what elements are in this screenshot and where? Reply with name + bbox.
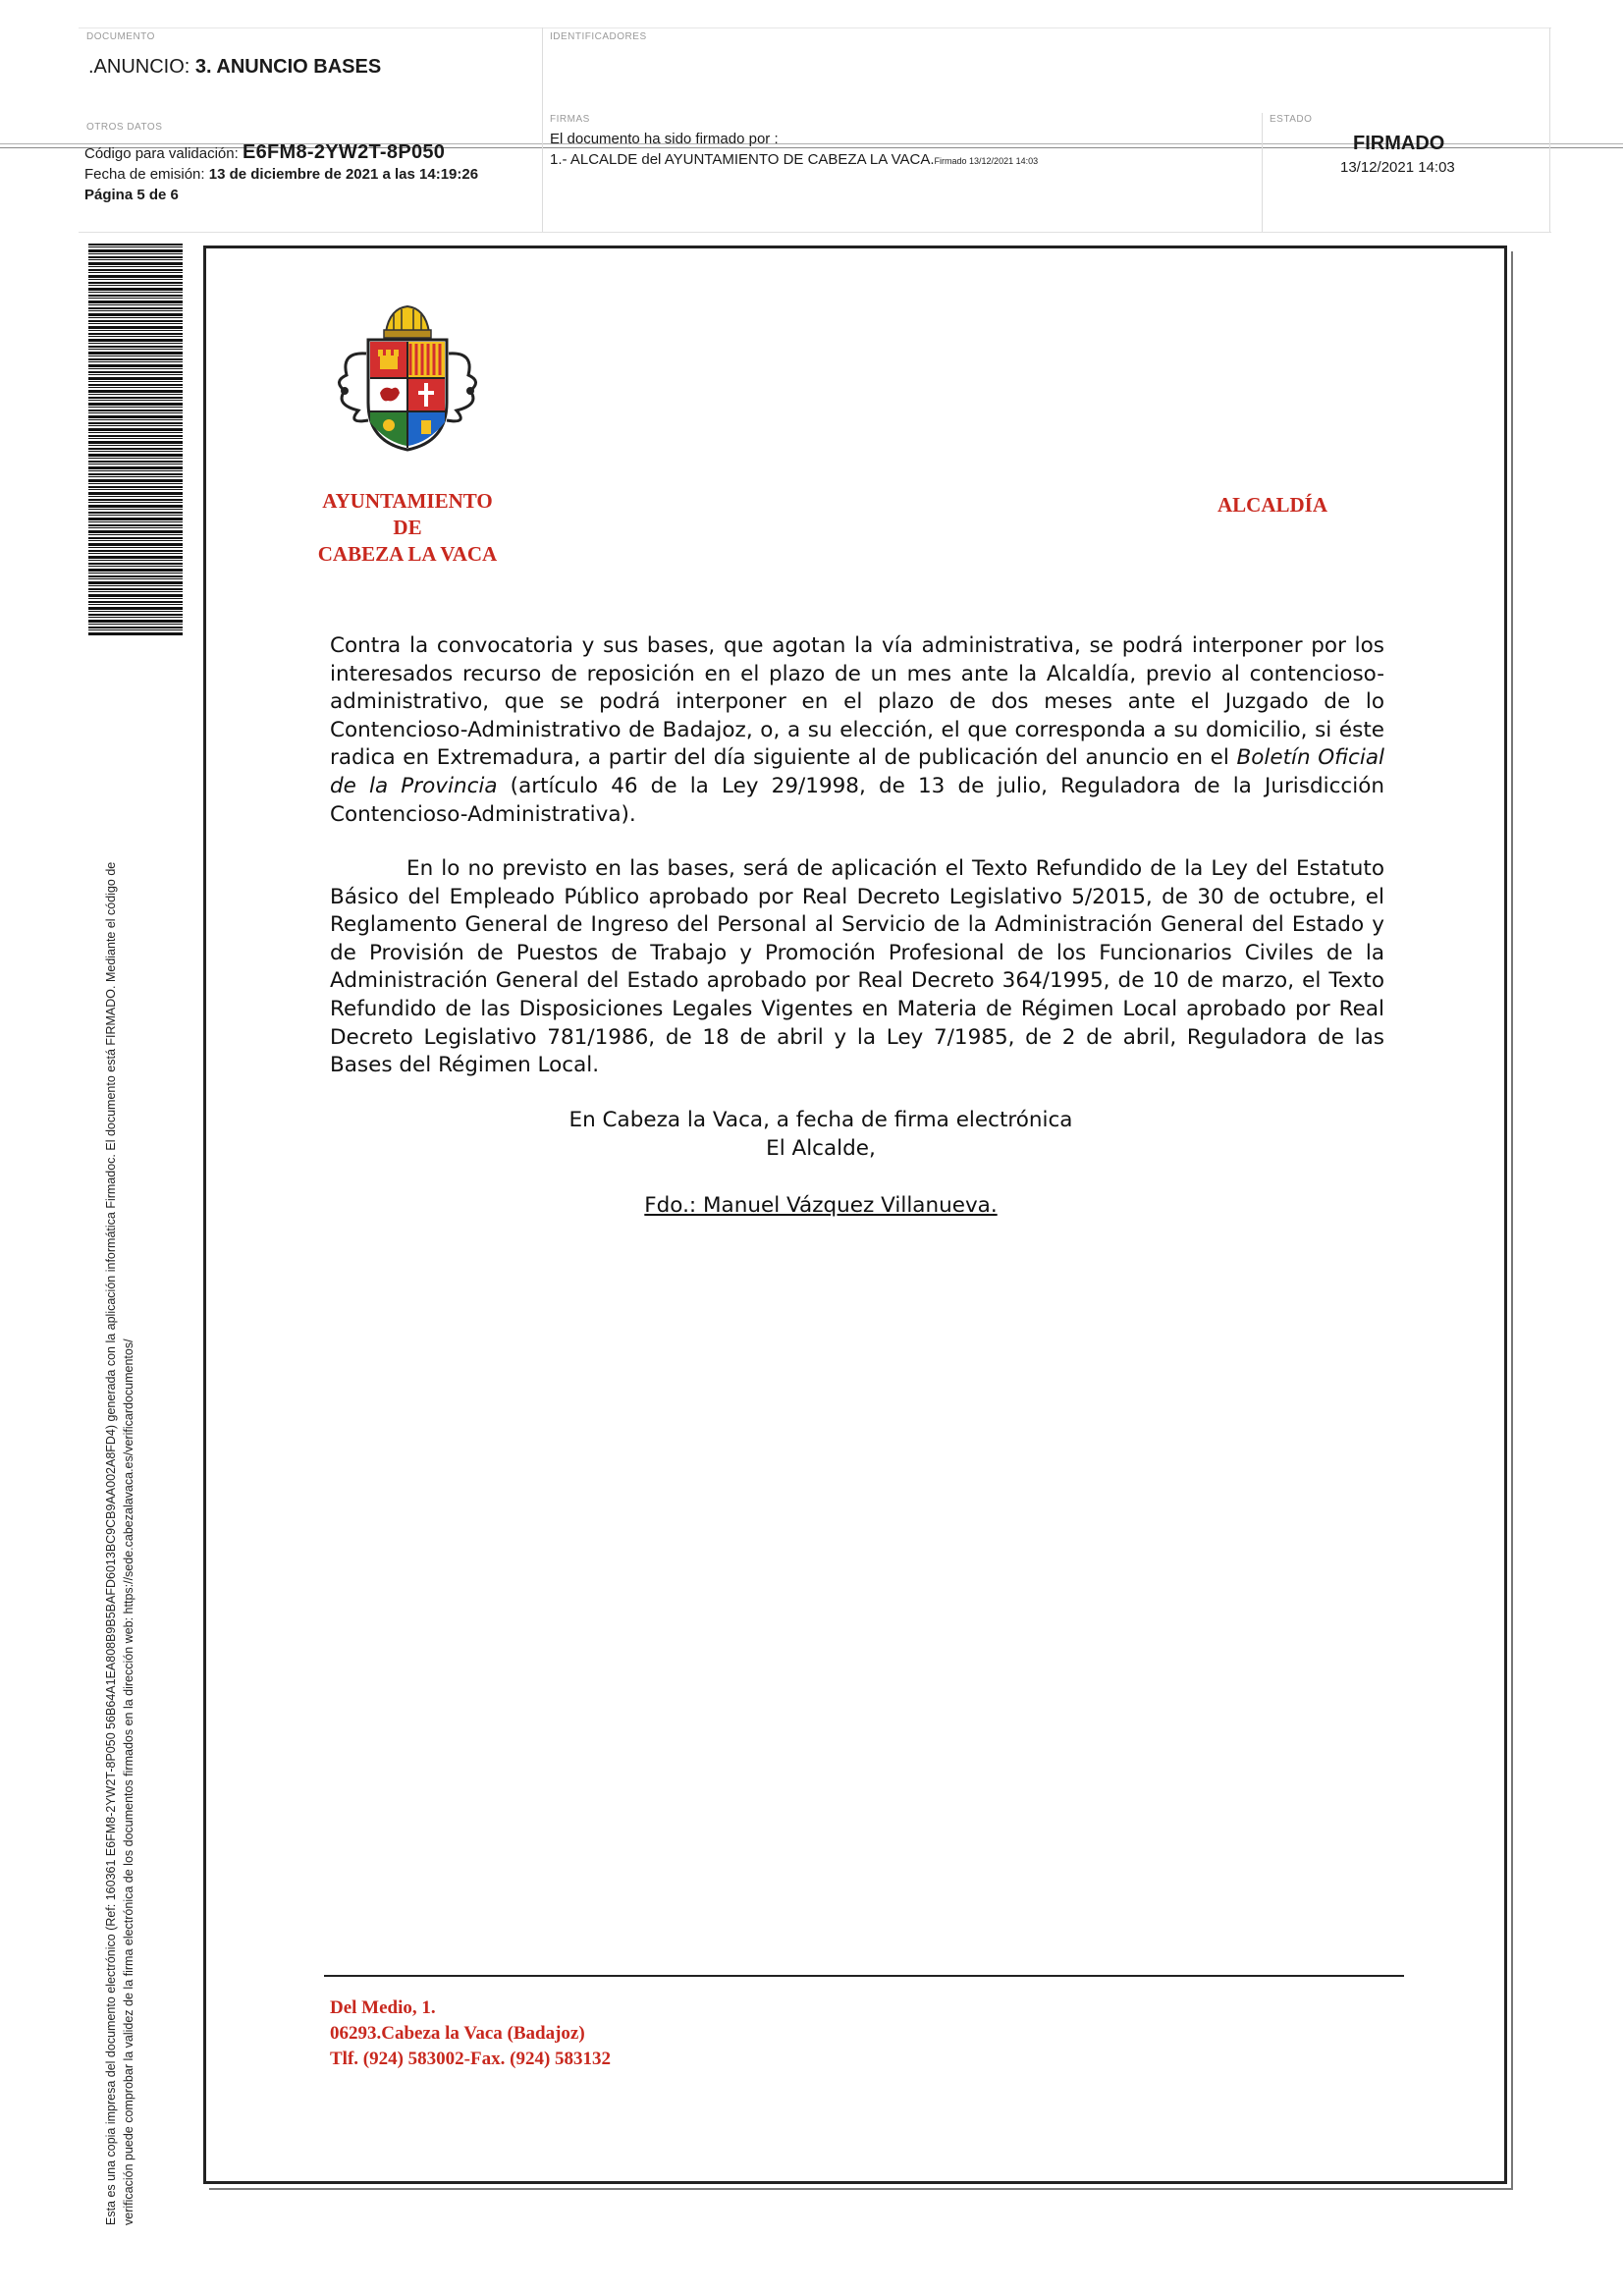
ayto-line-1: AYUNTAMIENTO: [322, 489, 493, 513]
footer-rule: [324, 1975, 1404, 1977]
document-title: .ANUNCIO: 3. ANUNCIO BASES: [88, 56, 382, 78]
closing-role: El Alcalde,: [766, 1135, 876, 1161]
footer-phone: Tlf. (924) 583002-Fax. (924) 583132: [330, 2049, 612, 2069]
emission-date: Fecha de emisión: 13 de diciembre de 2021 a las 14:19:26: [84, 166, 479, 183]
ayto-line-3: CABEZA LA VACA: [317, 542, 498, 566]
header-divider: [79, 232, 1551, 233]
verification-side-note: [102, 693, 137, 2225]
page-number: Página 5 de 6: [84, 187, 179, 203]
side-note-line-1: Esta es una copia impresa del documento electrónico (Ref: 160361 E6FM8-2YW2T-8P050 56B64A1EA808B9B5BAFD6013BC9CB9AA002A8FD4) generada con la aplicación informática Firmadoc. El documento está FIRMADO. Mediante el código de: [104, 861, 118, 2225]
signer-entry: 1.- ALCALDE del AYUNTAMIENTO DE CABEZA LA VACA.Firmado 13/12/2021 14:03: [550, 151, 1039, 168]
alcaldia-heading: ALCALDÍA: [1217, 493, 1328, 517]
header-divider: [542, 27, 543, 232]
header-divider: [79, 27, 1551, 28]
header-divider: [1549, 27, 1550, 232]
paragraph-normativa: En lo no previsto en las bases, será de aplicación el Texto Refundido de la Ley del Estatuto Básico del Empleado Público aprobado por Real Decreto Legislativo 5/2015, de 30 de octubre, el Reglamento General de Ingreso del Personal al Servicio de la Administración General del Estado y de Provisión de Puestos de Trabajo y Promoción Profesional de los Funcionarios Civiles de la Administración General del Estado aprobado por Real Decreto 364/1995, de 10 de marzo, el Texto Refundido de las Disposiciones Legales Vigentes en Materia de Régimen Local aprobado por Real Decreto Legislativo 781/1986, de 18 de abril y la Ley 7/1985, de 2 de abril, Reguladora de las Bases del Régimen Local.: [330, 856, 1384, 1078]
ayuntamiento-heading: [299, 488, 515, 568]
ayto-line-2: DE: [393, 516, 422, 539]
estado-label: ESTADO: [1270, 114, 1313, 125]
status-badge: FIRMADO: [1353, 133, 1445, 154]
paragraph-recurso: Contra la convocatoria y sus bases, que agotan la vía administrativa, se podrá interponer por los interesados recurso de reposición en el plazo de un mes ante la Alcaldía, previo al contencioso-administrativo, que se podrá interponer en el plazo de dos meses ante el Juzgado de lo Contencioso-Administrativo de Badajoz, o, a su elección, el que corresponda a su domicilio, si éste radica en Extremadura, a partir del día siguiente al de publicación del anuncio en el Boletín Oficial de la Provincia (artículo 46 de la Ley 29/1998, de 13 de julio, Reguladora de la Jurisdicción Contencioso-Administrativa).: [330, 633, 1384, 827]
coat-of-arms-icon: [329, 295, 486, 457]
signature-line: Fdo.: Manuel Vázquez Villanueva.: [644, 1193, 998, 1218]
status-date: 13/12/2021 14:03: [1340, 159, 1455, 176]
firmas-label: FIRMAS: [550, 114, 590, 125]
footer-city: 06293.Cabeza la Vaca (Badajoz): [330, 2023, 585, 2044]
documento-label: DOCUMENTO: [86, 31, 155, 42]
barcode: [88, 244, 183, 636]
closing-place-date: En Cabeza la Vaca, a fecha de firma electrónica: [568, 1108, 1073, 1132]
validation-code: Código para validación: E6FM8-2YW2T-8P050: [84, 141, 446, 163]
footer-address: [330, 1995, 611, 2072]
signed-intro: El documento ha sido firmado por :: [550, 131, 779, 147]
otros-datos-label: OTROS DATOS: [86, 122, 163, 133]
header-divider: [1262, 113, 1263, 232]
side-note-line-2: verificación puede comprobar la validez de la firma electrónica de los documentos firmados en la dirección web: https://sede.cabezalavaca.es/verificardocumentos/: [122, 1339, 135, 2225]
closing-block: [330, 1107, 1312, 1163]
identificadores-label: IDENTIFICADORES: [550, 31, 647, 42]
footer-street: Del Medio, 1.: [330, 1997, 436, 2018]
